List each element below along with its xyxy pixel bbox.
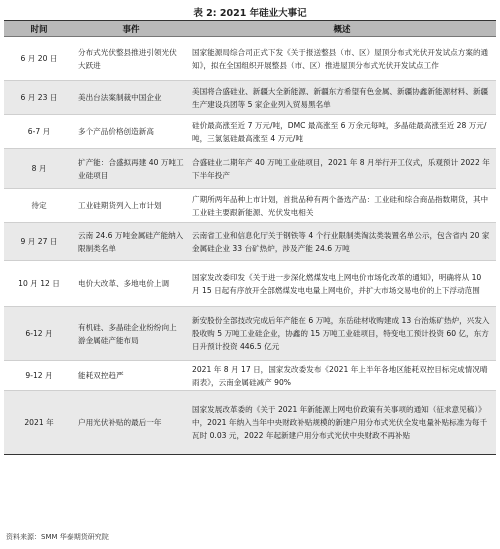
desc-cell: 国家发展改革委的《关于 2021 年新能源上网电价政策有关事项的通知（征求意见稿）》中，2021 年纳入当年中央财政补贴规模的新建户用分布式光伏全发电量补贴标准为每千瓦时 0.03 元，2022 年起新建户用分布式光伏中央财政不再补贴	[192, 405, 488, 440]
desc-cell: 广期所两年品种上市计划，首批品种有两个备选产品：工业硅和综合商品指数期货，其中工业硅主要跟新能源、光伏发电相关	[192, 194, 489, 217]
event-cell: 户用光伏补贴的最后一年	[78, 418, 162, 427]
table-row	[4, 361, 496, 391]
event-cell: 多个产品价格创造新高	[78, 127, 154, 136]
time-cell: 9 月 27 日	[20, 237, 58, 246]
desc-cell: 国家发改委印发《关于进一步深化燃煤发电上网电价市场化改革的通知》，明确将从 10 月 15 日起有序放开全部燃煤发电电量上网电价，并扩大市场交易电价的上下浮动范围	[192, 272, 482, 295]
events-table	[4, 20, 496, 455]
table-row	[4, 307, 496, 361]
table-caption: 表 2: 2021 年硅业大事记	[193, 8, 307, 19]
desc-cell: 新安股份全部技改完成后年产能在 6 万吨，东岳硅材收购建成 13 台治炼矿热炉，兴发入股收购 5 万吨工业硅企业，协鑫的 15 万吨工业硅项目，特变电工预计投资 60 亿，东方日升预计投资 446.5 亿元	[192, 316, 490, 351]
desc-cell: 硅价最高涨至近 7 万元/吨，DMC 最高涨至 6 万余元每吨，多晶硅最高涨至近 28 万元/吨，三氯氢硅最高涨至 4 万元/吨	[192, 120, 487, 143]
header-desc: 概述	[188, 21, 496, 37]
header-event: 事件	[74, 21, 188, 37]
time-cell: 6 月 23 日	[20, 93, 58, 102]
time-cell: 6-12 月	[25, 329, 53, 338]
desc-cell: 2021 年 8 月 17 日，国家发改委发布《2021 年上半年各地区能耗双控目标完成情况晴雨表》，云南金属硅减产 90%	[192, 364, 488, 387]
table-row	[4, 37, 496, 81]
event-cell: 云南 24.6 万吨金属硅产能纳入限制类名单	[78, 230, 184, 253]
desc-cell: 美国将合盛硅业、新疆大全新能源、新疆东方希望有色金属、新疆协鑫新能源材料、新疆生产建设兵团等 5 家企业列入贸易黑名单	[192, 86, 489, 109]
event-cell: 美出台法案制裁中国企业	[78, 93, 162, 102]
event-cell: 分布式光伏整县推进引领光伏大跃进	[78, 47, 177, 70]
table-row	[4, 149, 496, 189]
table-body	[4, 37, 496, 455]
table-row	[4, 81, 496, 115]
event-cell: 电价大改革、多地电价上调	[78, 279, 170, 288]
table-row	[4, 189, 496, 223]
table-row	[4, 261, 496, 307]
event-cell: 工业硅期货列入上市计划	[78, 201, 162, 210]
source-note: 资料来源：SMM 华泰期货研究院	[6, 533, 109, 541]
time-cell: 10 月 12 日	[18, 279, 60, 288]
table-row	[4, 223, 496, 261]
table-row	[4, 115, 496, 149]
desc-cell: 合盛硅业二期年产 40 万吨工业硅项目，2021 年 8 月举行开工仪式，乐观预计 2022 年下半年投产	[192, 157, 490, 180]
desc-cell: 国家能源局综合司正式下发《关于报送整县（市、区）屋顶分布式光伏开发试点方案的通知》，拟在全国组织开展整县（市、区）推进屋顶分布式光伏开发试点工作	[192, 47, 489, 70]
time-cell: 6-7 月	[27, 127, 51, 136]
event-cell: 有机硅、多晶硅企业纷纷向上游金属硅产能布局	[78, 322, 177, 345]
table-header-row	[4, 21, 496, 37]
table-row	[4, 391, 496, 455]
header-time: 时间	[4, 21, 74, 37]
event-cell: 扩产能：合盛拟再建 40 万吨工业硅项目	[78, 157, 184, 180]
time-cell: 9-12 月	[25, 371, 53, 380]
time-cell: 6 月 20 日	[20, 54, 58, 63]
desc-cell: 云南省工业和信息化厅关于钢铁等 4 个行业限制类淘汰类装置名单公示，包含省内 20 家金属硅企业 33 台矿热炉，涉及产能 24.6 万吨	[192, 230, 490, 253]
time-cell: 待定	[31, 201, 47, 210]
event-cell: 能耗双控趋严	[78, 371, 124, 380]
time-cell: 2021 年	[24, 418, 54, 427]
time-cell: 8 月	[31, 164, 47, 173]
